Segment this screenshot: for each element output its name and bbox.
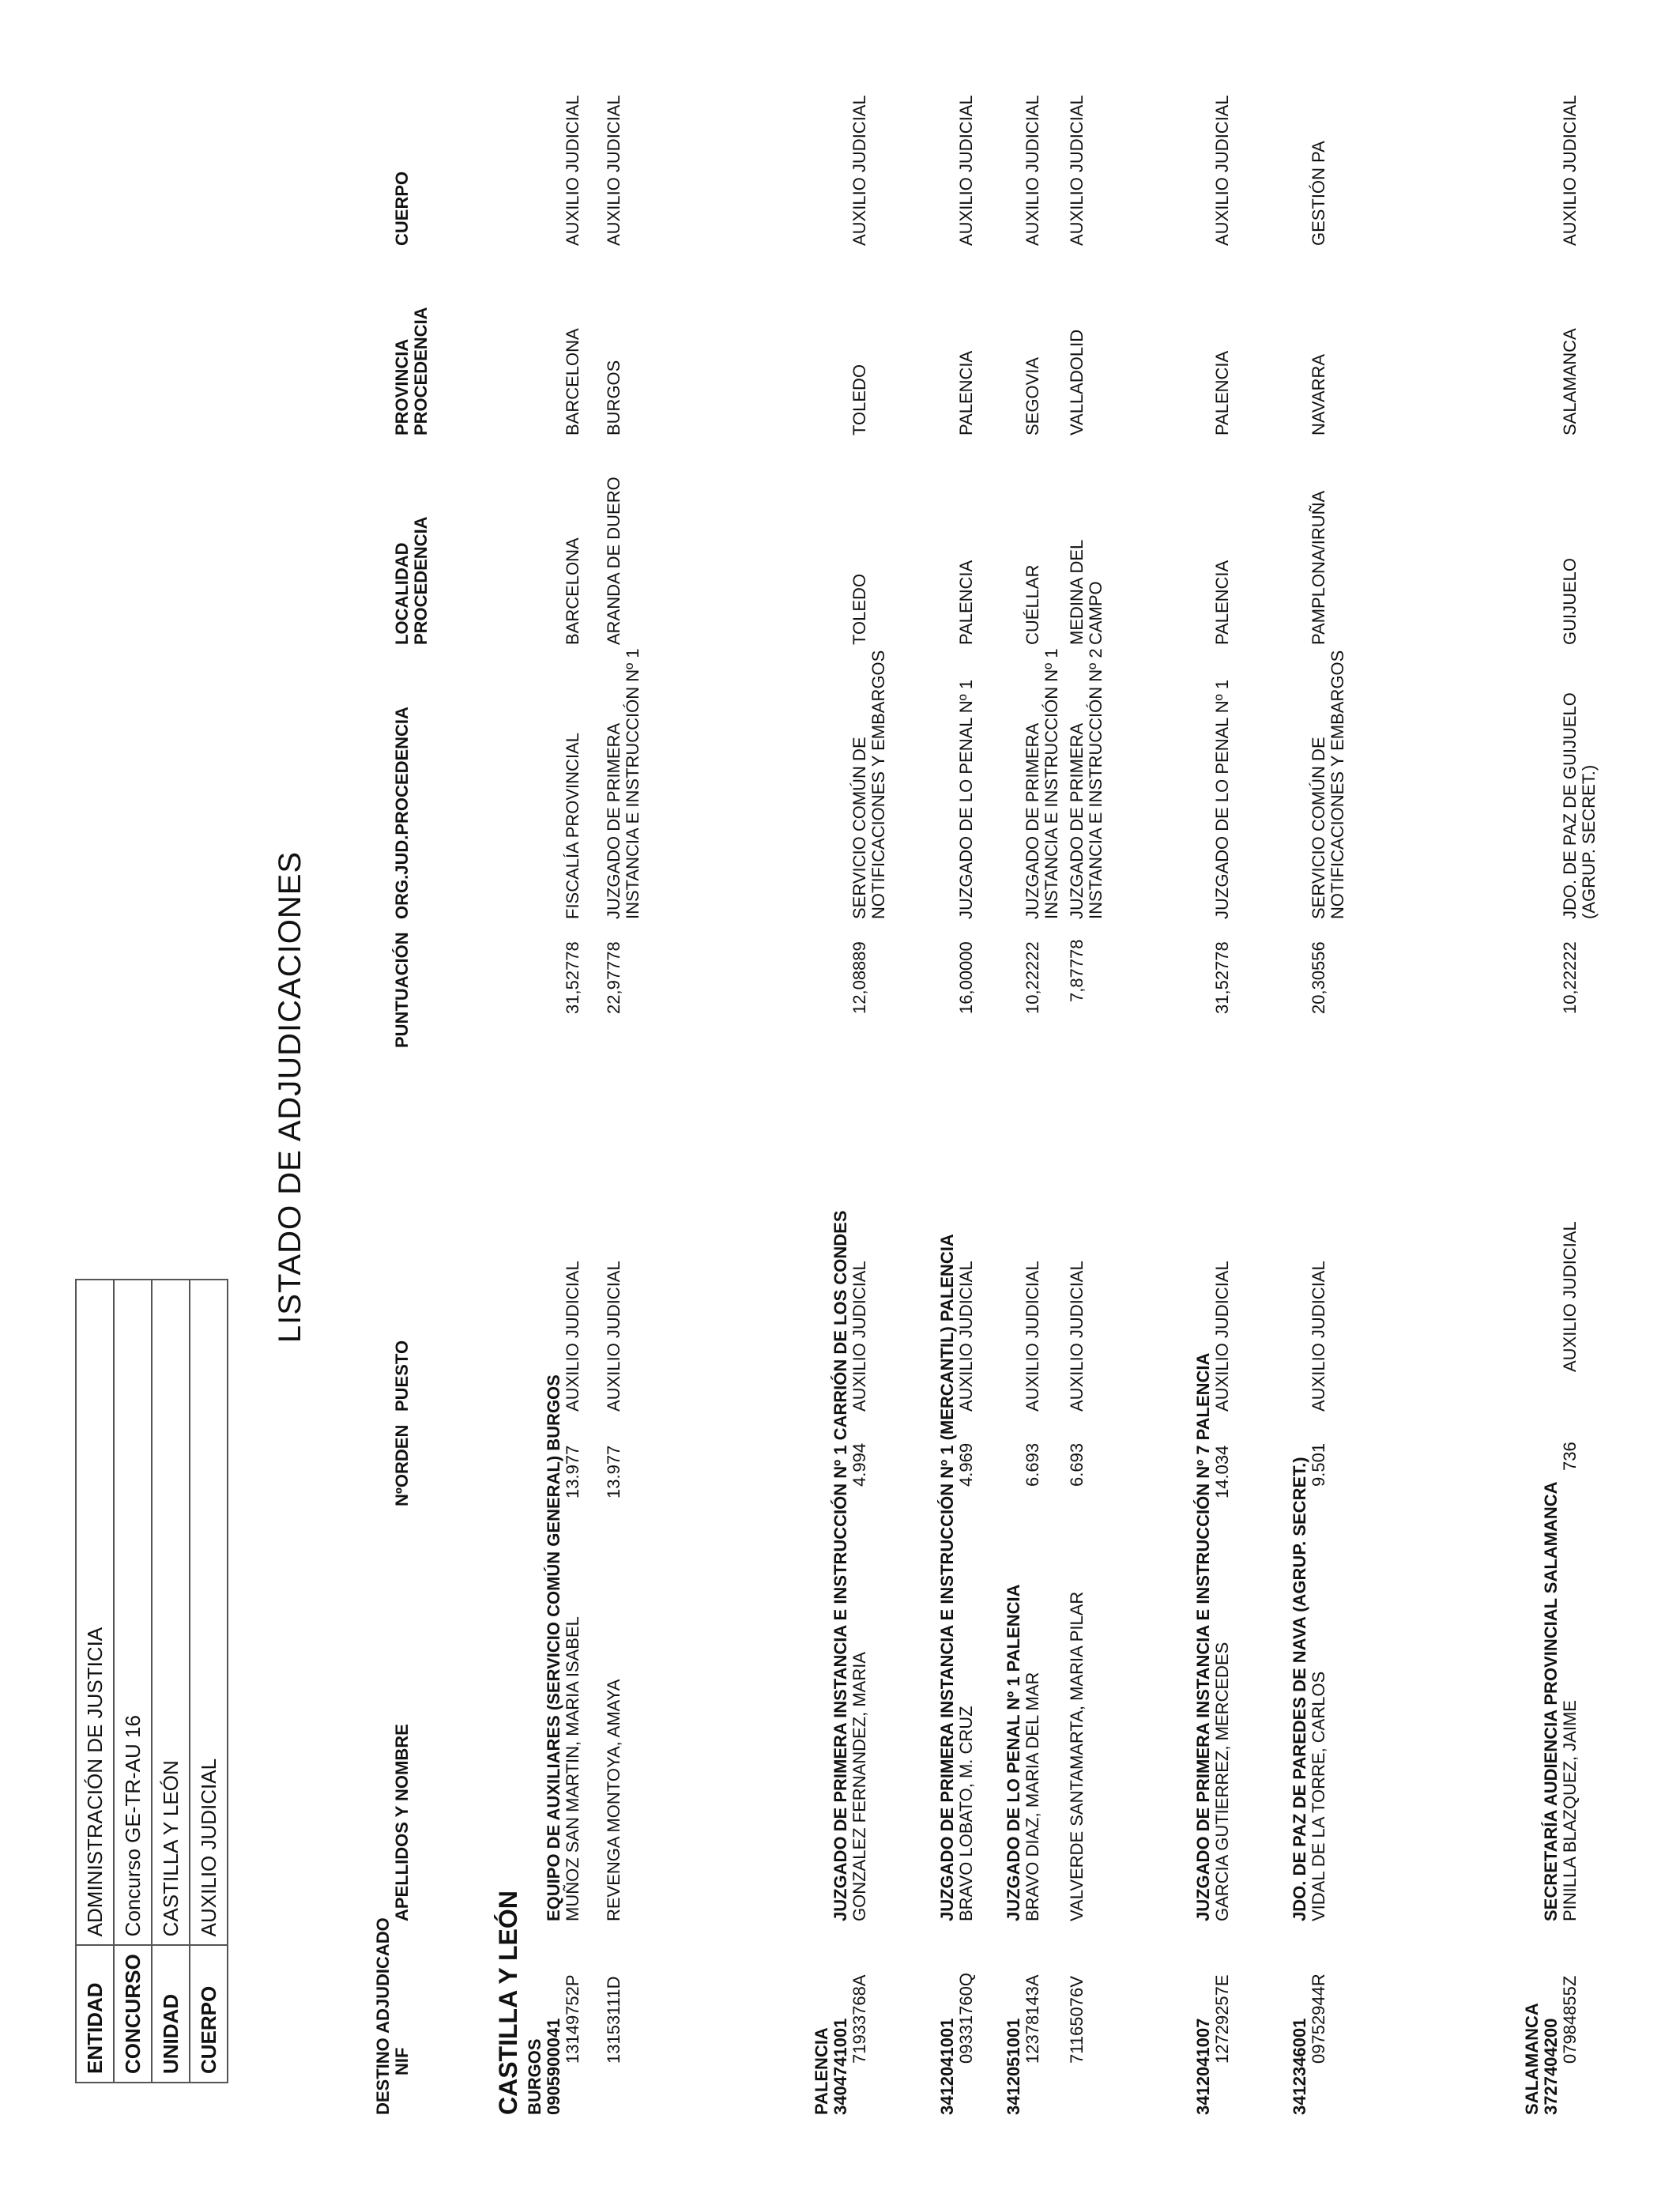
destination-name: JUZGADO DE LO PENAL Nº 1 PALENCIA bbox=[1004, 1584, 1023, 1921]
court-cell: SERVICIO COMÚN DE bbox=[1309, 737, 1328, 919]
order-cell: 6.693 bbox=[1067, 1442, 1087, 1487]
position-cell: AUXILIO JUDICIAL bbox=[1067, 1261, 1087, 1412]
score-cell: 31,52778 bbox=[563, 941, 582, 1014]
body-cell: AUXILIO JUDICIAL bbox=[849, 95, 869, 246]
province-heading: BURGOS bbox=[525, 2038, 544, 2115]
nif-cell: 09752944R bbox=[1309, 1973, 1328, 2064]
destination-name: JDO. DE PAZ DE PAREDES DE NAVA (AGRUP. SECRET.) bbox=[1290, 1457, 1309, 1921]
name-cell: GARCIA GUTIERREZ, MERCEDES bbox=[1212, 1642, 1232, 1921]
court-cell: JUZGADO DE PRIMERA bbox=[1023, 722, 1042, 919]
body-cell: AUXILIO JUDICIAL bbox=[1023, 95, 1042, 246]
score-cell: 22,97778 bbox=[604, 941, 623, 1014]
info-row bbox=[114, 1280, 152, 2083]
province-cell: VALLADOLID bbox=[1067, 329, 1087, 435]
info-value: ADMINISTRACIÓN DE JUSTICIA bbox=[76, 1280, 114, 1945]
destination-code: 3412041001 bbox=[937, 2018, 957, 2115]
info-value: Concurso GE-TR-AU 16 bbox=[114, 1280, 152, 1945]
body-cell: AUXILIO JUDICIAL bbox=[1560, 95, 1580, 246]
nif-cell: 71933768A bbox=[849, 1974, 869, 2064]
body-cell: AUXILIO JUDICIAL bbox=[1067, 95, 1087, 246]
info-key: CUERPO bbox=[190, 1945, 228, 2083]
position-cell: AUXILIO JUDICIAL bbox=[1560, 1221, 1580, 1372]
court-cell: JUZGADO DE LO PENAL Nº 1 bbox=[1212, 679, 1232, 919]
court-cell: JUZGADO DE LO PENAL Nº 1 bbox=[956, 679, 976, 919]
position-cell: AUXILIO JUDICIAL bbox=[1023, 1261, 1042, 1412]
court-cell: SERVICIO COMÚN DE bbox=[849, 737, 869, 919]
header-org: ORG.JUD.PROCEDENCIA bbox=[392, 707, 412, 919]
page-title: LISTADO DE ADJUDICACIONES bbox=[273, 850, 307, 1344]
province-cell: SALAMANCA bbox=[1560, 328, 1580, 435]
court-cell-line2: INSTANCIA E INSTRUCCIÓN Nº 1 bbox=[623, 648, 642, 919]
info-table bbox=[75, 1279, 228, 2083]
locality-cell: CUÉLLAR bbox=[1023, 564, 1042, 645]
name-cell: VIDAL DE LA TORRE, CARLOS bbox=[1309, 1671, 1328, 1921]
score-cell: 16,00000 bbox=[956, 941, 976, 1014]
court-cell: FISCALÍA PROVINCIAL bbox=[563, 733, 582, 919]
destination-code: 3412346001 bbox=[1290, 2018, 1309, 2115]
destination-name: EQUIPO DE AUXILIARES (SERVICIO COMÚN GENERAL) BURGOS bbox=[544, 1374, 563, 1921]
header-cuerpo: CUERPO bbox=[392, 171, 412, 246]
locality-cell: MEDINA DEL bbox=[1067, 539, 1087, 645]
province-cell: TOLEDO bbox=[849, 364, 869, 435]
nif-cell: 12378143A bbox=[1023, 1974, 1042, 2064]
order-cell: 13.977 bbox=[604, 1445, 623, 1498]
score-cell: 31,52778 bbox=[1212, 941, 1232, 1014]
order-cell: 4.994 bbox=[849, 1442, 869, 1487]
info-row bbox=[190, 1280, 228, 2083]
info-value: CASTILLA Y LEÓN bbox=[152, 1280, 190, 1945]
order-cell: 9.501 bbox=[1309, 1442, 1328, 1487]
body-cell: AUXILIO JUDICIAL bbox=[956, 95, 976, 246]
order-cell: 6.693 bbox=[1023, 1442, 1042, 1487]
destination-name: SECRETARÍA AUDIENCIA PROVINCIAL SALAMANCA bbox=[1541, 1481, 1561, 1921]
nif-cell: 09331760Q bbox=[956, 1973, 976, 2064]
nif-cell: 13149752P bbox=[563, 1974, 582, 2064]
order-cell: 14.034 bbox=[1212, 1445, 1232, 1498]
province-cell: PALENCIA bbox=[1212, 350, 1232, 435]
name-cell: BRAVO LOBATO, M. CRUZ bbox=[956, 1706, 976, 1921]
position-cell: AUXILIO JUDICIAL bbox=[563, 1261, 582, 1412]
destination-name: JUZGADO DE PRIMERA INSTANCIA E INSTRUCCIÓN Nº 1 CARRIÓN DE LOS CONDES bbox=[831, 1210, 850, 1921]
locality-cell: PALENCIA bbox=[1212, 560, 1232, 645]
nif-cell: 13153111D bbox=[604, 1976, 623, 2064]
locality-cell: TOLEDO bbox=[849, 573, 869, 645]
header-localidad-1: LOCALIDAD bbox=[392, 542, 412, 645]
destination-code: 3404741001 bbox=[831, 2018, 850, 2115]
header-nif: NIF bbox=[392, 2047, 412, 2075]
name-cell: BRAVO DIAZ, MARIA DEL MAR bbox=[1023, 1672, 1042, 1921]
info-row bbox=[76, 1280, 114, 2083]
header-puesto: PUESTO bbox=[392, 1340, 412, 1412]
destination-name: JUZGADO DE PRIMERA INSTANCIA E INSTRUCCIÓN Nº 7 PALENCIA bbox=[1193, 1352, 1213, 1921]
province-cell: BARCELONA bbox=[563, 328, 582, 435]
region-heading: CASTILLA Y LEÓN bbox=[494, 1891, 522, 2115]
body-cell: AUXILIO JUDICIAL bbox=[604, 95, 623, 246]
nif-cell: 07984855Z bbox=[1560, 1975, 1580, 2064]
score-cell: 7,87778 bbox=[1067, 939, 1087, 1002]
destination-name: JUZGADO DE PRIMERA INSTANCIA E INSTRUCCIÓN Nº 1 (MERCANTIL) PALENCIA bbox=[937, 1234, 957, 1921]
province-cell: NAVARRA bbox=[1309, 353, 1328, 435]
name-cell: REVENGA MONTOYA, AMAYA bbox=[604, 1679, 623, 1921]
court-cell-line2: (AGRUP. SECRET.) bbox=[1579, 764, 1599, 919]
score-cell: 20,30556 bbox=[1309, 941, 1328, 1014]
score-cell: 10,22222 bbox=[1023, 941, 1042, 1014]
locality-cell: BARCELONA bbox=[563, 537, 582, 645]
name-cell: MUÑOZ SAN MARTIN, MARIA ISABEL bbox=[563, 1616, 582, 1921]
locality-cell-line2: CAMPO bbox=[1086, 581, 1106, 645]
province-cell: SEGOVIA bbox=[1023, 356, 1042, 435]
nif-cell: 12729257E bbox=[1212, 1974, 1232, 2064]
order-cell: 736 bbox=[1560, 1442, 1580, 1471]
nif-cell: 71165076V bbox=[1067, 1976, 1087, 2064]
header-orden: NºORDEN bbox=[392, 1424, 412, 1506]
order-cell: 13.977 bbox=[563, 1445, 582, 1498]
court-cell: JUZGADO DE PRIMERA bbox=[604, 722, 623, 919]
score-cell: 10,22222 bbox=[1560, 941, 1580, 1014]
province-heading: SALAMANCA bbox=[1522, 2003, 1542, 2115]
locality-cell: GUIJUELO bbox=[1560, 557, 1580, 645]
position-cell: AUXILIO JUDICIAL bbox=[604, 1261, 623, 1412]
header-localidad-2: PROCEDENCIA bbox=[411, 516, 431, 645]
province-cell: BURGOS bbox=[604, 360, 623, 435]
body-cell: AUXILIO JUDICIAL bbox=[1212, 95, 1232, 246]
province-heading: PALENCIA bbox=[812, 2027, 831, 2115]
position-cell: AUXILIO JUDICIAL bbox=[1309, 1261, 1328, 1412]
body-cell: GESTIÓN PA bbox=[1309, 141, 1328, 246]
court-cell: JUZGADO DE PRIMERA bbox=[1067, 722, 1087, 919]
position-cell: AUXILIO JUDICIAL bbox=[1212, 1261, 1232, 1412]
province-cell: PALENCIA bbox=[956, 350, 976, 435]
header-provincia-2: PROCEDENCIA bbox=[411, 307, 431, 435]
info-value: AUXILIO JUDICIAL bbox=[190, 1280, 228, 1945]
court-cell-line2: NOTIFICACIONES Y EMBARGOS bbox=[1328, 650, 1347, 919]
header-destino: DESTINO ADJUDICADO bbox=[373, 1917, 393, 2115]
info-key: CONCURSO bbox=[114, 1945, 152, 2083]
score-cell: 12,08889 bbox=[849, 941, 869, 1014]
info-key: ENTIDAD bbox=[76, 1945, 114, 2083]
order-cell: 4.969 bbox=[956, 1442, 976, 1487]
info-row bbox=[152, 1280, 190, 2083]
header-provincia-1: PROVINCIA bbox=[392, 338, 412, 435]
position-cell: AUXILIO JUDICIAL bbox=[956, 1261, 976, 1412]
name-cell: GONZALEZ FERNANDEZ, MARIA bbox=[849, 1651, 869, 1921]
court-cell-line2: NOTIFICACIONES Y EMBARGOS bbox=[868, 650, 888, 919]
court-cell-line2: INSTANCIA E INSTRUCCIÓN Nº 1 bbox=[1042, 648, 1061, 919]
destination-code: 3727404200 bbox=[1541, 2018, 1561, 2115]
destination-code: 0905900041 bbox=[544, 2018, 563, 2115]
info-key: UNIDAD bbox=[152, 1945, 190, 2083]
locality-cell: PALENCIA bbox=[956, 560, 976, 645]
header-nombre: APELLIDOS Y NOMBRE bbox=[392, 1724, 412, 1921]
destination-code: 3412041007 bbox=[1193, 2018, 1213, 2115]
locality-cell: PAMPLONA/IRUÑA bbox=[1309, 490, 1328, 645]
header-puntuacion: PUNTUACIÓN bbox=[392, 932, 412, 1048]
court-cell: JDO. DE PAZ DE GUIJUELO bbox=[1560, 692, 1580, 919]
position-cell: AUXILIO JUDICIAL bbox=[849, 1261, 869, 1412]
name-cell: VALVERDE SANTAMARTA, MARIA PILAR bbox=[1067, 1591, 1087, 1921]
body-cell: AUXILIO JUDICIAL bbox=[563, 95, 582, 246]
court-cell-line2: INSTANCIA E INSTRUCCIÓN Nº 2 bbox=[1086, 648, 1106, 919]
locality-cell: ARANDA DE DUERO bbox=[604, 477, 623, 645]
name-cell: PINILLA BLAZQUEZ, JAIME bbox=[1560, 1700, 1580, 1921]
destination-code: 3412051001 bbox=[1004, 2018, 1023, 2115]
